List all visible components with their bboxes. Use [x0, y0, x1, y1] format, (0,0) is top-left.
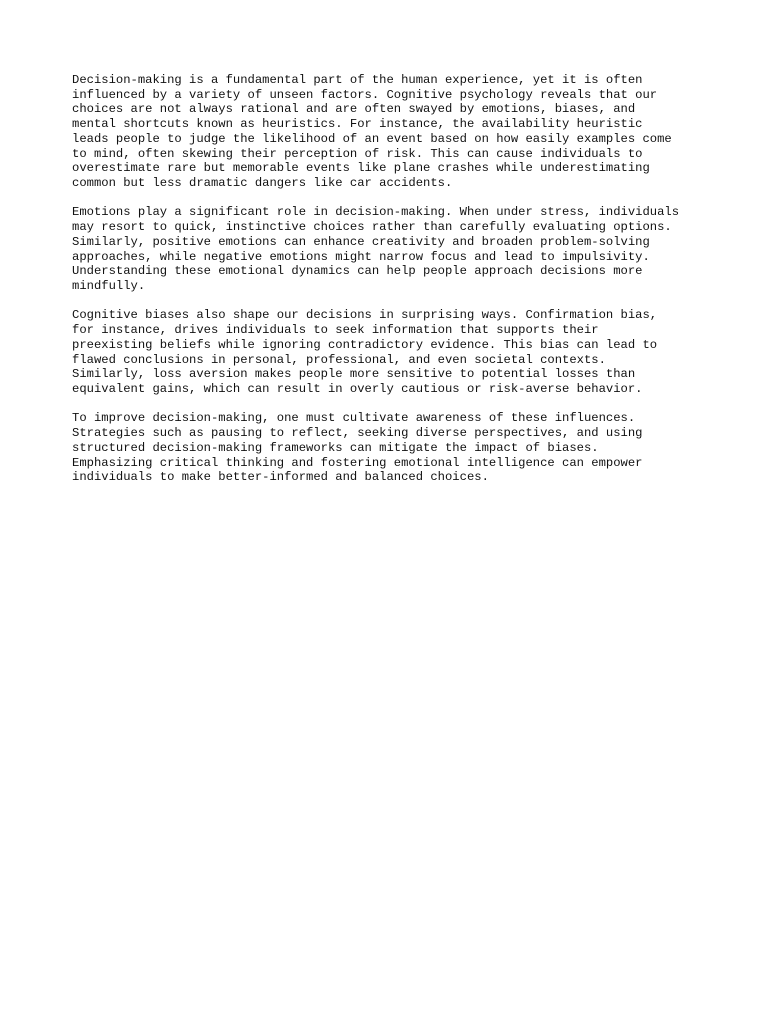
paragraph-emotions: Emotions play a significant role in decision-making. When under stress, individuals may resort to quick, instinctive choices rather than carefully evaluating options. Similarly, positive emotions can enhance creativity and broaden problem-solving approaches, while negative emotions might narrow focus and lead to impulsivity. Understanding these emotional dynamics can help people approach decisions more mindfully.: [72, 205, 680, 293]
paragraph-heuristics: Decision-making is a fundamental part of the human experience, yet it is often influenced by a variety of unseen factors. Cognitive psychology reveals that our choices are not always rational and are often swayed by emotions, biases, and mental shortcuts known as heuristics. For instance, the availability heuristic leads people to judge the likelihood of an event based on how easily examples come to mind, often skewing their perception of risk. This can cause individuals to overestimate rare but memorable events like plane crashes while underestimating common but less dramatic dangers like car accidents.: [72, 73, 672, 190]
document-body: [72, 73, 712, 500]
paragraph-improving-decisions: To improve decision-making, one must cultivate awareness of these influences. Strategies such as pausing to reflect, seeking diverse perspectives, and using structured decision-making frameworks can mitigate the impact of biases. Emphasizing critical thinking and fostering emotional intelligence can empower individuals to make better-informed and balanced choices.: [72, 411, 643, 485]
paragraph-cognitive-biases: Cognitive biases also shape our decisions in surprising ways. Confirmation bias, for instance, drives individuals to seek information that supports their preexisting beliefs while ignoring contradictory evidence. This bias can lead to flawed conclusions in personal, professional, and even societal contexts. Similarly, loss aversion makes people more sensitive to potential losses than equivalent gains, which can result in overly cautious or risk-averse behavior.: [72, 308, 658, 396]
